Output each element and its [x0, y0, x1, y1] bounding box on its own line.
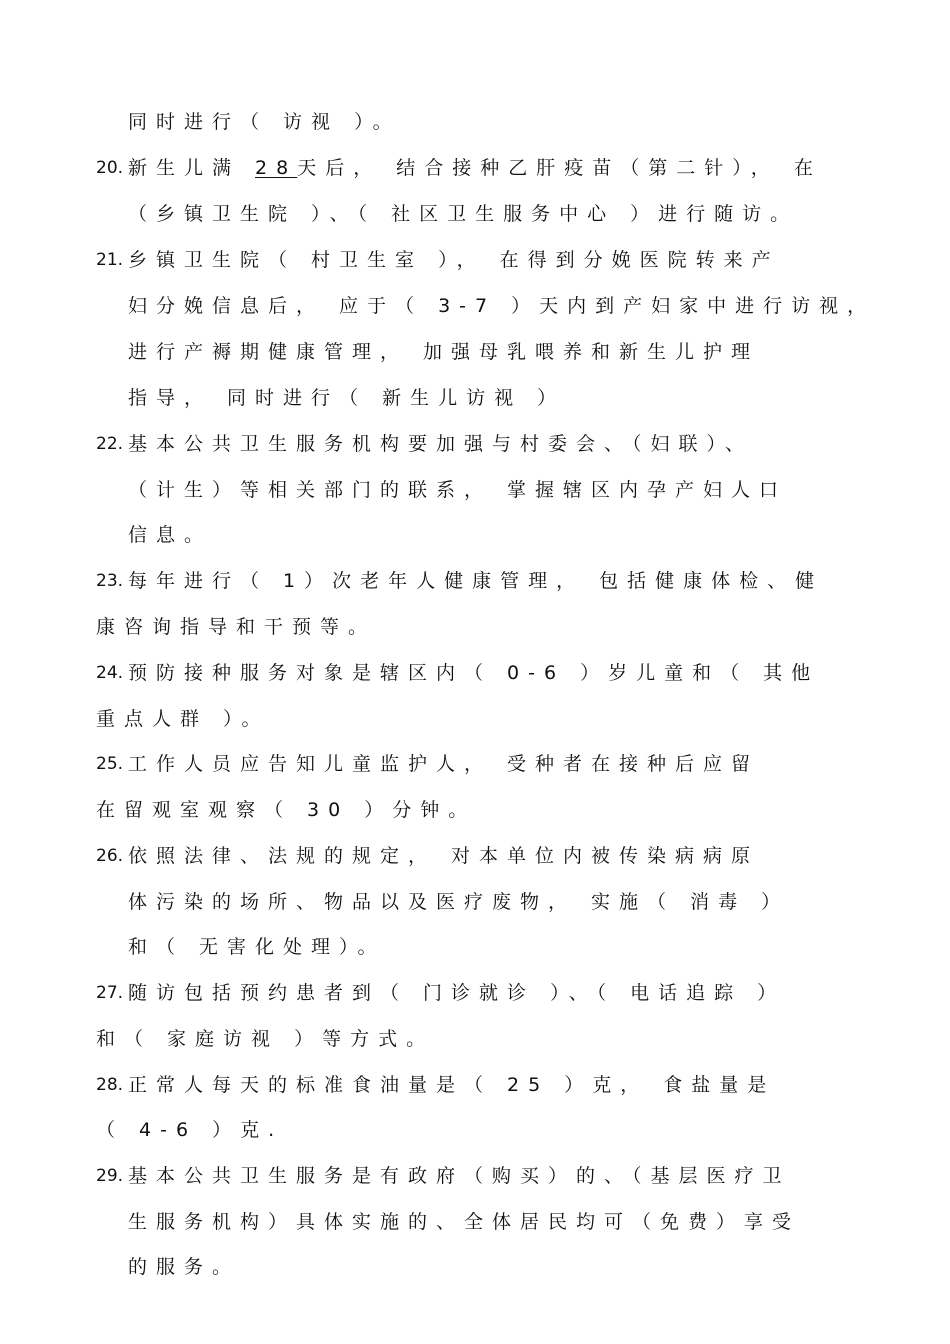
line-text: 基本公共卫生服务机构要加强与村委会、（妇联）、 — [128, 433, 754, 455]
text-line — [0, 291, 950, 321]
line-text: 每年进行（ 1）次老年人健康管理， 包括健康体检、健 — [128, 570, 824, 592]
question-number: 29. — [96, 1166, 124, 1186]
line-text: （ 4-6 ）克. — [96, 1119, 284, 1141]
question-23-line-1 — [0, 566, 950, 596]
question-22-line-1 — [0, 429, 950, 459]
text-line — [0, 612, 950, 642]
line-text: 预防接种服务对象是辖区内（ 0-6 ）岁儿童和（ 其他 — [128, 662, 820, 684]
line-text: 基本公共卫生服务是有政府（购买）的、（基层医疗卫 — [128, 1165, 791, 1187]
text-line — [0, 704, 950, 734]
line-text — [128, 153, 822, 183]
text-line — [0, 520, 950, 550]
line-text: 随访包括预约患者到（ 门诊就诊 ）、（ 电话追踪 ） — [128, 982, 786, 1004]
line-text: 和（ 无害化处理）。 — [128, 936, 386, 958]
line-text: 生服务机构）具体实施的、全体居民均可（免费）享受 — [128, 1211, 801, 1233]
question-number: 27. — [96, 983, 124, 1003]
text-line — [0, 199, 950, 229]
line-text: 工作人员应告知儿童监护人， 受种者在接种后应留 — [128, 753, 760, 775]
text-part: 天后， 结合接种乙肝疫苗（第二针）， 在 — [297, 157, 822, 179]
text-line — [0, 795, 950, 825]
text-line — [0, 383, 950, 413]
line-text: （计生）等相关部门的联系， 掌握辖区内孕产妇人口 — [128, 479, 788, 501]
text-line — [0, 107, 950, 137]
line-text: 同时进行（ 访视 ）。 — [128, 111, 401, 133]
question-20-line-1 — [0, 153, 950, 183]
text-part: 新生儿满 — [128, 157, 256, 179]
question-number: 20. — [96, 158, 124, 178]
line-text: 重点人群 ）。 — [96, 708, 270, 730]
line-text: 体污染的场所、物品以及医疗废物， 实施（ 消毒 ） — [128, 891, 790, 913]
question-21-line-1 — [0, 245, 950, 275]
question-27-line-1 — [0, 978, 950, 1008]
question-28-line-1 — [0, 1070, 950, 1100]
question-number: 24. — [96, 663, 124, 683]
line-text: 和（ 家庭访视 ）等方式。 — [96, 1028, 435, 1050]
text-line — [0, 932, 950, 962]
question-number: 26. — [96, 846, 124, 866]
text-line — [0, 1024, 950, 1054]
line-text: 妇分娩信息后， 应于（ 3-7 ）天内到产妇家中进行访视， — [128, 295, 876, 317]
question-number: 23. — [96, 571, 124, 591]
line-text: 乡镇卫生院（ 村卫生室 ）， 在得到分娩医院转来产 — [128, 249, 780, 271]
question-25-line-1 — [0, 749, 950, 779]
line-text: 正常人每天的标准食油量是（ 25 ）克， 食盐量是 — [128, 1074, 776, 1096]
text-line — [0, 1207, 950, 1237]
line-text: 依照法律、法规的规定， 对本单位内被传染病病原 — [128, 845, 760, 867]
underlined-answer: 28 — [255, 157, 298, 179]
line-text: 进行产褥期健康管理， 加强母乳喂养和新生儿护理 — [128, 341, 760, 363]
question-26-line-1 — [0, 841, 950, 871]
line-text: 康咨询指导和干预等。 — [96, 616, 377, 638]
text-line — [0, 1252, 950, 1282]
text-line — [0, 887, 950, 917]
question-number: 21. — [96, 250, 124, 270]
text-line — [0, 337, 950, 367]
line-text: 信息。 — [128, 524, 213, 546]
line-text: 的服务。 — [128, 1256, 241, 1278]
text-line — [0, 1115, 950, 1145]
line-text: 指导， 同时进行（ 新生儿访视 ） — [128, 387, 566, 409]
question-number: 25. — [96, 754, 124, 774]
question-29-line-1 — [0, 1161, 950, 1191]
text-line — [0, 475, 950, 505]
question-24-line-1 — [0, 658, 950, 688]
line-text: 在留观室观察（ 30 ）分钟。 — [96, 799, 477, 821]
question-number: 22. — [96, 434, 124, 454]
question-number: 28. — [96, 1075, 124, 1095]
line-text: （乡镇卫生院 ）、（ 社区卫生服务中心 ）进行随访。 — [128, 203, 799, 225]
